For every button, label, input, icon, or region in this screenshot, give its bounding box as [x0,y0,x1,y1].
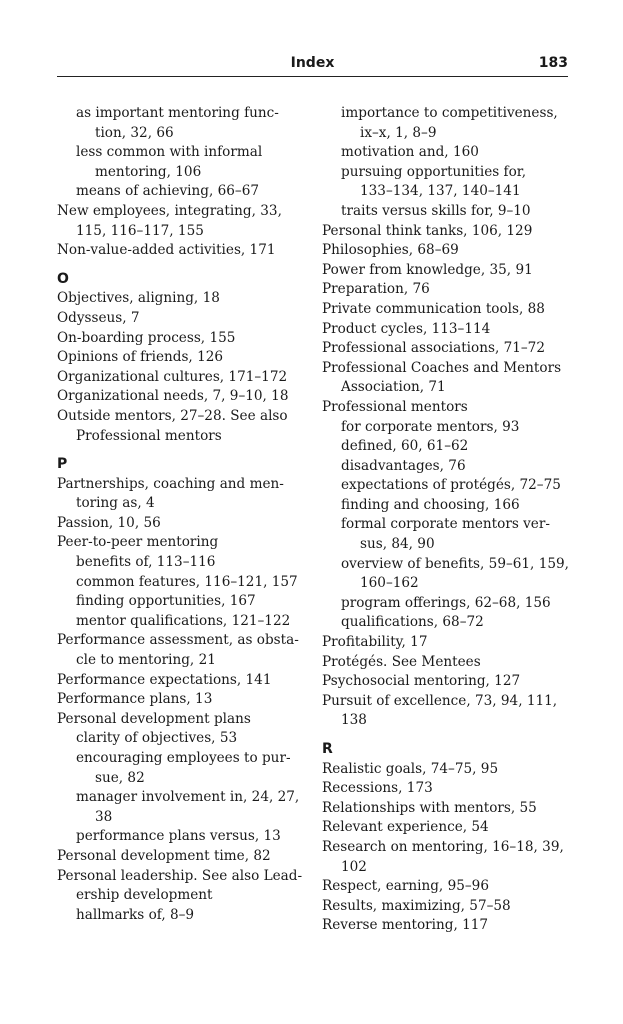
index-entry: Product cycles, 113–114 [322,320,491,337]
index-entry-continuation: sus, 84, 90 [360,536,435,553]
index-entry: Relevant experience, 54 [322,819,489,836]
index-subentry: motivation and, 160 [341,144,479,161]
index-entry-continuation: ix–x, 1, 8–9 [360,124,437,141]
index-entry: Professional associations, 71–72 [322,340,545,357]
index-entry: Partnerships, coaching and men- [57,475,284,492]
index-entry: Performance expectations, 141 [57,671,272,688]
index-entry: Personal think tanks, 106, 129 [322,222,533,239]
index-column-right [322,104,568,936]
index-entry-continuation: cle to mentoring, 21 [76,652,216,669]
index-entry: Respect, earning, 95–96 [322,878,489,895]
index-subentry: formal corporate mentors ver- [341,516,550,533]
index-entry: Preparation, 76 [322,281,430,298]
index-subentry: common features, 116–121, 157 [76,573,298,590]
index-entry-continuation: 133–134, 137, 140–141 [360,183,521,200]
index-entry: Non-value-added activities, 171 [57,242,276,259]
index-subentry: finding and choosing, 166 [341,496,520,513]
index-entry: Performance plans, 13 [57,691,213,708]
index-subentry: encouraging employees to pur- [76,750,291,766]
index-entry: Outside mentors, 27–28. See also [57,407,288,424]
index-entry-continuation: 38 [95,808,113,825]
index-entry: On-boarding process, 155 [57,329,236,346]
index-subentry: disadvantages, 76 [341,457,466,474]
index-entry: Profitability, 17 [322,634,428,651]
index-entry-continuation: 115, 116–117, 155 [76,222,204,239]
index-entry: Philosophies, 68–69 [322,242,459,259]
index-entry-continuation: 160–162 [360,575,419,592]
index-entry: Odysseus, 7 [57,309,140,326]
index-subentry: mentor qualifications, 121–122 [76,612,291,629]
index-entry: Personal development plans [57,710,251,727]
index-subentry: qualifications, 68–72 [341,614,484,631]
index-entry: Peer-to-peer mentoring [57,534,219,551]
index-subentry: means of achieving, 66–67 [76,183,260,200]
index-subentry: importance to competitiveness, [341,105,558,121]
index-entry: Research on mentoring, 16–18, 39, [322,838,564,855]
index-entry: Opinions of friends, 126 [57,349,224,366]
index-entry: New employees, integrating, 33, [57,202,282,219]
index-entry-continuation: Professional mentors [76,427,222,444]
index-entry-continuation: sue, 82 [95,769,145,786]
index-entry: Passion, 10, 56 [57,514,161,531]
index-entry-continuation: tion, 32, 66 [95,124,174,141]
index-subentry: manager involvement in, 24, 27, [76,789,300,806]
index-entry-continuation: mentoring, 106 [95,163,202,180]
index-entry: Objectives, aligning, 18 [57,290,220,307]
index-entry: Professional Coaches and Mentors [322,359,562,376]
index-entry: Power from knowledge, 35, 91 [322,261,533,278]
index-subentry: for corporate mentors, 93 [341,418,520,435]
index-entry-continuation: toring as, 4 [76,495,155,512]
index-entry-continuation: 138 [341,712,367,729]
index-entry: Pursuit of excellence, 73, 94, 111, [322,692,558,709]
index-entry: Private communication tools, 88 [322,300,545,317]
section-letter-p: P [57,456,68,473]
index-entry: Personal development time, 82 [57,847,271,864]
index-entry-continuation: 102 [341,858,367,875]
index-subentry: less common with informal [76,144,263,161]
section-letter-o: O [57,270,69,287]
page-number: 183 [538,55,568,71]
index-entry-continuation: ership development [76,887,213,904]
index-entry: Recessions, 173 [322,780,433,797]
index-subentry: performance plans versus, 13 [76,828,281,845]
section-letter-r: R [322,741,333,757]
index-entry: Personal leadership. See also Lead- [57,867,303,884]
index-entry: Professional mentors [322,398,468,415]
index-subentry: pursuing opportunities for, [341,163,527,180]
running-title: Index [290,55,335,71]
index-subentry: benefits of, 113–116 [76,554,216,571]
index-entry: Realistic goals, 74–75, 95 [322,760,499,777]
index-entry: Organizational cultures, 171–172 [57,368,288,385]
index-subentry: clarity of objectives, 53 [76,730,238,747]
index-entry: Protégés. See Mentees [322,653,481,670]
index-column-left [57,104,302,925]
page-header [57,54,568,77]
index-entry: Results, maximizing, 57–58 [322,897,511,914]
index-subentry: finding opportunities, 167 [76,593,256,610]
index-subentry: program offerings, 62–68, 156 [341,594,551,611]
index-entry: Reverse mentoring, 117 [322,917,489,934]
index-entry-continuation: Association, 71 [341,379,446,396]
index-subentry: expectations of protégés, 72–75 [341,477,561,494]
index-subentry: as important mentoring func- [76,105,279,121]
index-subentry: traits versus skills for, 9–10 [341,202,531,219]
index-subentry: hallmarks of, 8–9 [76,906,195,923]
index-entry: Organizational needs, 7, 9–10, 18 [57,388,289,405]
index-subentry: defined, 60, 61–62 [341,438,469,455]
index-entry: Relationships with mentors, 55 [322,799,537,816]
index-subentry: overview of benefits, 59–61, 159, [341,555,569,572]
index-entry: Performance assessment, as obsta- [57,632,299,649]
index-entry: Psychosocial mentoring, 127 [322,673,521,690]
